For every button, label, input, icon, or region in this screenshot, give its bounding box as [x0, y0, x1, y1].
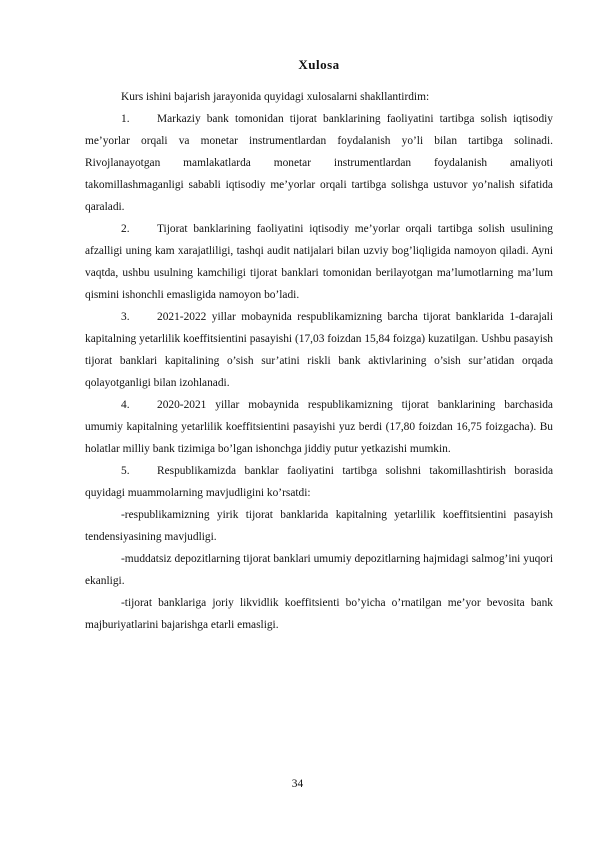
list-item: [85, 394, 553, 460]
dash-item: -tijorat banklariga joriy likvidlik koeffitsienti bo’yicha o’rnatilgan me’yor bevosita bank majburiyatlarini bajarishga etarli emasligi.: [85, 597, 553, 631]
list-item: [85, 218, 553, 306]
page-number: 34: [291, 778, 304, 790]
item-text: 2020-2021 yillar mobaynida respublikamizning tijorat banklarining barchasida umumiy kapitalning yetarlilik koeffitsientini pasayishi yuz berdi (17,80 foizdan 16,75 foizgacha). Bu holatlar milliy bank tizimiga bo’lgan ishonchga jiddiy putur yetkazishi mumkin.: [85, 399, 553, 455]
page-title: Xulosa: [298, 57, 340, 72]
item-number: 3.: [121, 311, 130, 323]
dash-item: -respublikamizning yirik tijorat banklarida kapitalning yetarlilik koeffitsientini pasayish tendensiyasining mavjudligi.: [85, 509, 553, 543]
item-text: Respublikamizda banklar faoliyatini tartibga solishni takomillashtirish borasida quyidagi muammolarning mavjudligini ko’rsatdi:: [85, 465, 553, 499]
page-content: [85, 52, 553, 636]
item-number: 5.: [121, 465, 130, 477]
item-text: 2021-2022 yillar mobaynida respublikamizning barcha tijorat banklarida 1-darajali kapitalning yetarlilik koeffitsientini pasayishi (17,03 foizdan 15,84 foizga) kuzatilgan. Ushbu pasayish tijorat banklari kapitalining o’sish sur’atini riskli bank aktivlarining o’sish sur’atidan orqada qolayotganligi bilan izohlanadi.: [85, 311, 553, 389]
list-item: [85, 306, 553, 394]
list-item: [85, 460, 553, 504]
item-text: Markaziy bank tomonidan tijorat banklarining faoliyatini tartibga solish iqtisodiy me’yorlar orqali va monetar instrumentlardan foydalanish yo’li bilan tartibga solinadi. Rivojlanayotgan mamlakatlarda monetar instrumentlardan foydalanish amaliyoti takomillashmaganligi sababli iqtisodiy me’yorlar orqali tartibga solishga ustuvor yo’nalish sifatida qaraladi.: [85, 113, 553, 213]
dash-item: -muddatsiz depozitlarning tijorat banklari umumiy depozitlarning hajmidagi salmog’ini yuqori ekanligi.: [85, 553, 553, 587]
list-item: [85, 108, 553, 218]
item-number: 1.: [121, 113, 130, 125]
item-number: 4.: [121, 399, 130, 411]
item-number: 2.: [121, 223, 130, 235]
item-text: Tijorat banklarining faoliyatini iqtisodiy me’yorlar orqali tartibga solish usulining afzalligi uning kam xarajatliligi, tashqi audit natijalari bilan uzviy bog’liqligida namoyon qiladi. Ayni vaqtda, ushbu usulning kamchiligi tijorat banklari tomonidan berilayotgan ma’lumotlarning ma’lum qismini ishonchli emasligida namoyon bo’ladi.: [85, 223, 553, 301]
intro-paragraph: Kurs ishini bajarish jarayonida quyidagi xulosalarni shakllantirdim:: [121, 91, 430, 103]
